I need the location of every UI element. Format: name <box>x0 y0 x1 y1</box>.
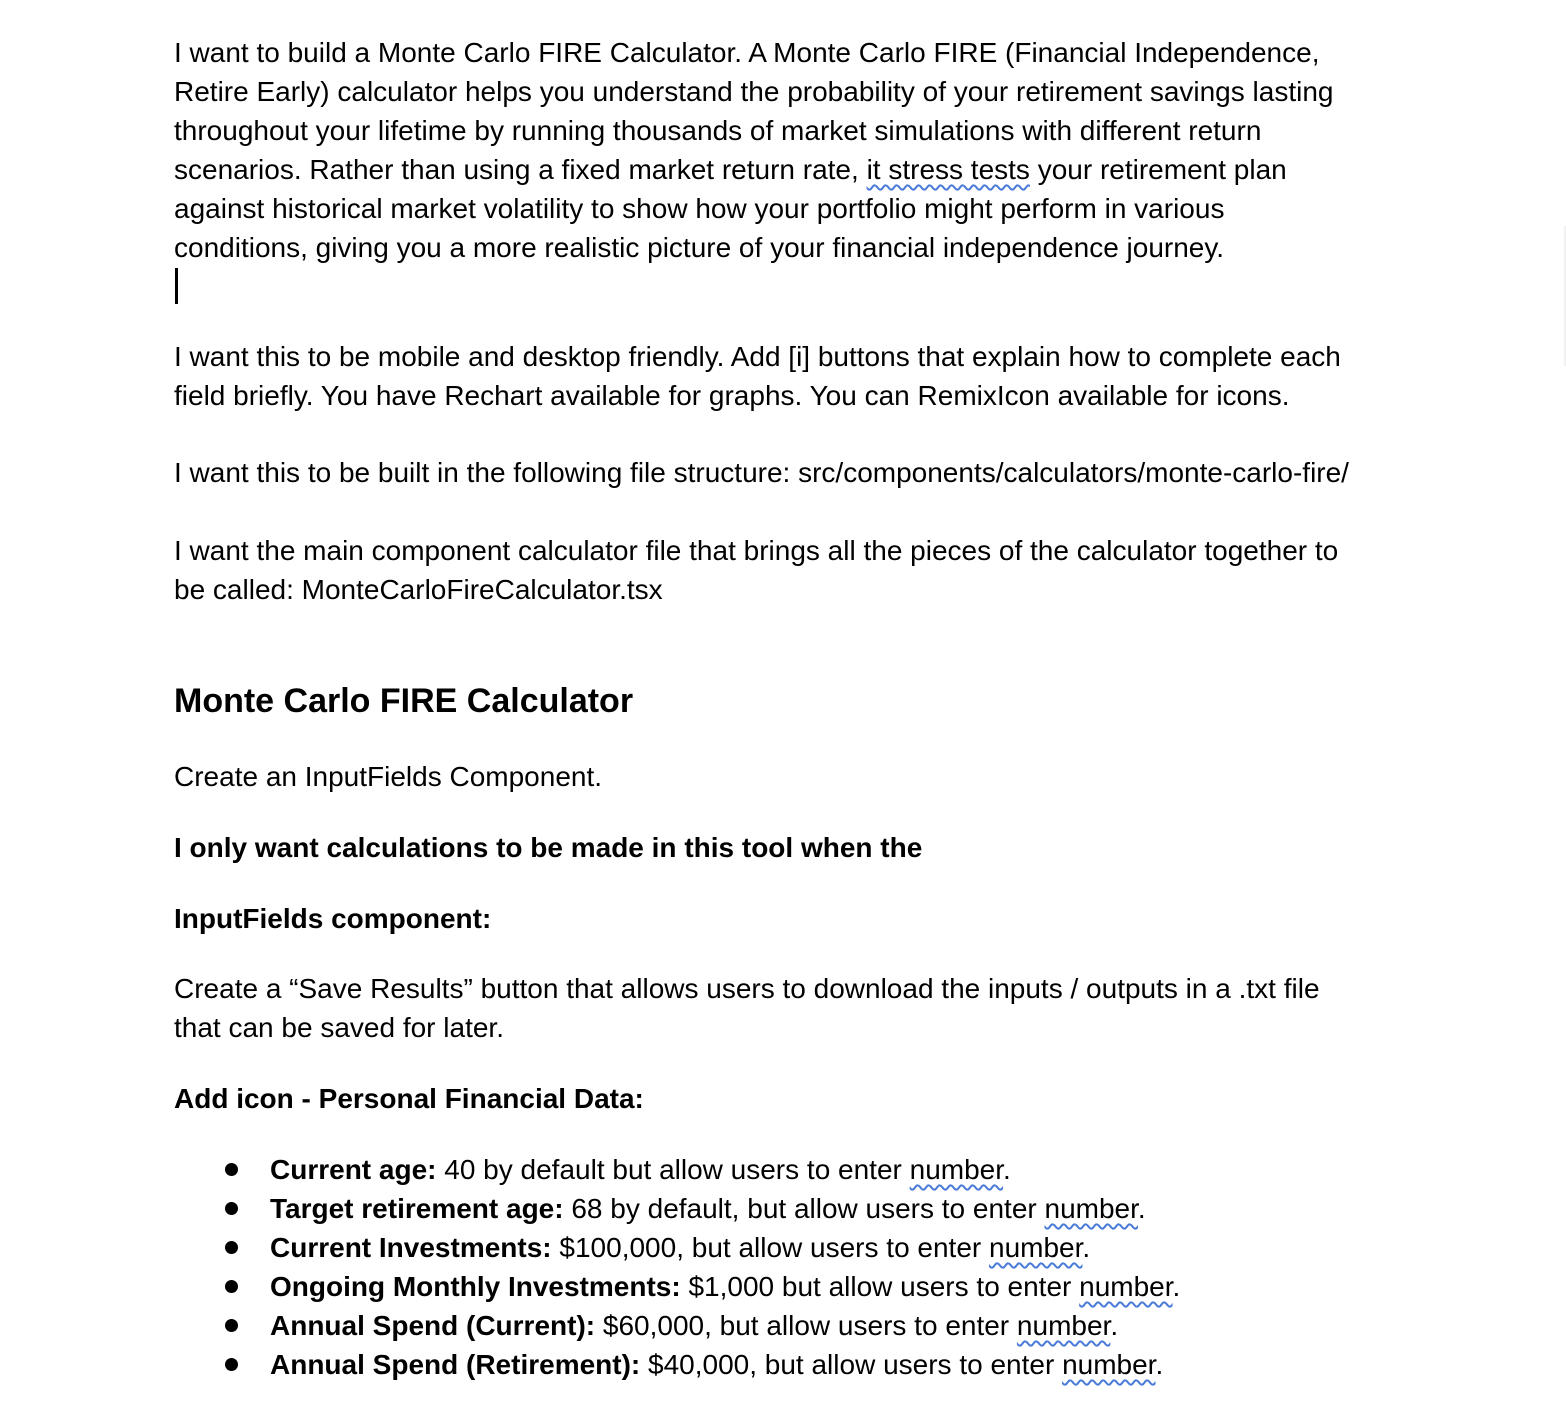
create-input-line: Create an InputFields Component. <box>174 761 603 792</box>
save-results-line-1: Create a “Save Results” button that allows users to download the inputs / outputs in a .txt file <box>174 973 1320 1004</box>
list-item <box>174 1345 1180 1384</box>
bullet-icon <box>225 1319 238 1332</box>
field-desc: 40 by default but allow users to enter <box>436 1154 910 1185</box>
spell-flag[interactable]: number <box>1079 1271 1173 1302</box>
field-end: . <box>1110 1310 1119 1341</box>
field-label: Annual Spend (Current): <box>270 1310 596 1341</box>
requirements-line-2: field briefly. You have Rechart available for graphs. You can RemixIcon available for icons. <box>174 380 1290 411</box>
field-end: . <box>1155 1349 1164 1380</box>
field-label: Current age: <box>270 1154 437 1185</box>
intro-line-3: throughout your lifetime by running thousands of market simulations with different return <box>174 115 1262 146</box>
list-item <box>174 1150 1180 1189</box>
spell-flag[interactable]: number <box>909 1154 1004 1185</box>
personal-data-heading: Add icon - Personal Financial Data: <box>174 1083 644 1114</box>
structure-line: I want this to be built in the following file structure: src/components/calculators/monte-carlo-fire/ <box>174 457 1349 488</box>
bullet-icon <box>225 1358 238 1371</box>
field-desc: 68 by default, but allow users to enter <box>563 1193 1045 1224</box>
intro-line-6: conditions, giving you a more realistic picture of your financial independence journey. <box>174 232 1225 263</box>
field-desc: $60,000, but allow users to enter <box>595 1310 1017 1341</box>
field-label: Current Investments: <box>270 1232 552 1263</box>
spell-flag[interactable]: number <box>1044 1193 1138 1224</box>
requirements-line-1: I want this to be mobile and desktop friendly. Add [i] buttons that explain how to complete each <box>174 341 1341 372</box>
field-label: Annual Spend (Retirement): <box>270 1349 641 1380</box>
intro-line-4-end: your retirement plan <box>1029 154 1287 185</box>
bullet-icon <box>225 1202 238 1215</box>
field-desc: $100,000, but allow users to enter <box>551 1232 990 1263</box>
intro-line-4-start: scenarios. Rather than using a fixed market return rate, <box>174 154 867 185</box>
section-heading: Monte Carlo FIRE Calculator <box>174 682 634 720</box>
intro-line-2: Retire Early) calculator helps you understand the probability of your retirement savings lasting <box>174 76 1334 107</box>
field-end: . <box>1172 1271 1181 1302</box>
field-desc: $40,000, but allow users to enter <box>640 1349 1063 1380</box>
intro-line-1: I want to build a Monte Carlo FIRE Calculator. A Monte Carlo FIRE (Financial Independence, <box>174 37 1320 68</box>
field-label: Ongoing Monthly Investments: <box>270 1271 681 1302</box>
save-results-line-2: that can be saved for later. <box>174 1012 504 1043</box>
spell-flag[interactable]: number <box>989 1232 1083 1263</box>
spell-flag[interactable]: number <box>1062 1349 1156 1380</box>
input-fields-label: InputFields component: <box>174 903 492 934</box>
list-item <box>174 1228 1180 1267</box>
list-item <box>174 1306 1180 1345</box>
field-end: . <box>1003 1154 1011 1185</box>
intro-line-5: against historical market volatility to show how your portfolio might perform in various <box>174 193 1225 224</box>
bullet-icon <box>225 1241 238 1254</box>
list-item <box>174 1189 1180 1228</box>
main-component-line-2: be called: MonteCarloFireCalculator.tsx <box>174 574 663 605</box>
intro-line-4 <box>174 150 1287 189</box>
bullet-icon <box>225 1163 238 1176</box>
field-label: Target retirement age: <box>270 1193 564 1224</box>
text-cursor <box>175 268 178 304</box>
calc-note: I only want calculations to be made in this tool when the <box>174 832 923 863</box>
field-list <box>174 1150 1180 1384</box>
bullet-icon <box>225 1280 238 1293</box>
list-item <box>174 1267 1180 1306</box>
field-end: . <box>1082 1232 1091 1263</box>
spell-flag[interactable]: number <box>1016 1310 1111 1341</box>
main-component-line-1: I want the main component calculator file that brings all the pieces of the calculator together to <box>174 535 1339 566</box>
field-desc: $1,000 but allow users to enter <box>680 1271 1080 1302</box>
field-end: . <box>1137 1193 1146 1224</box>
grammar-flag[interactable]: it stress tests <box>866 154 1030 185</box>
